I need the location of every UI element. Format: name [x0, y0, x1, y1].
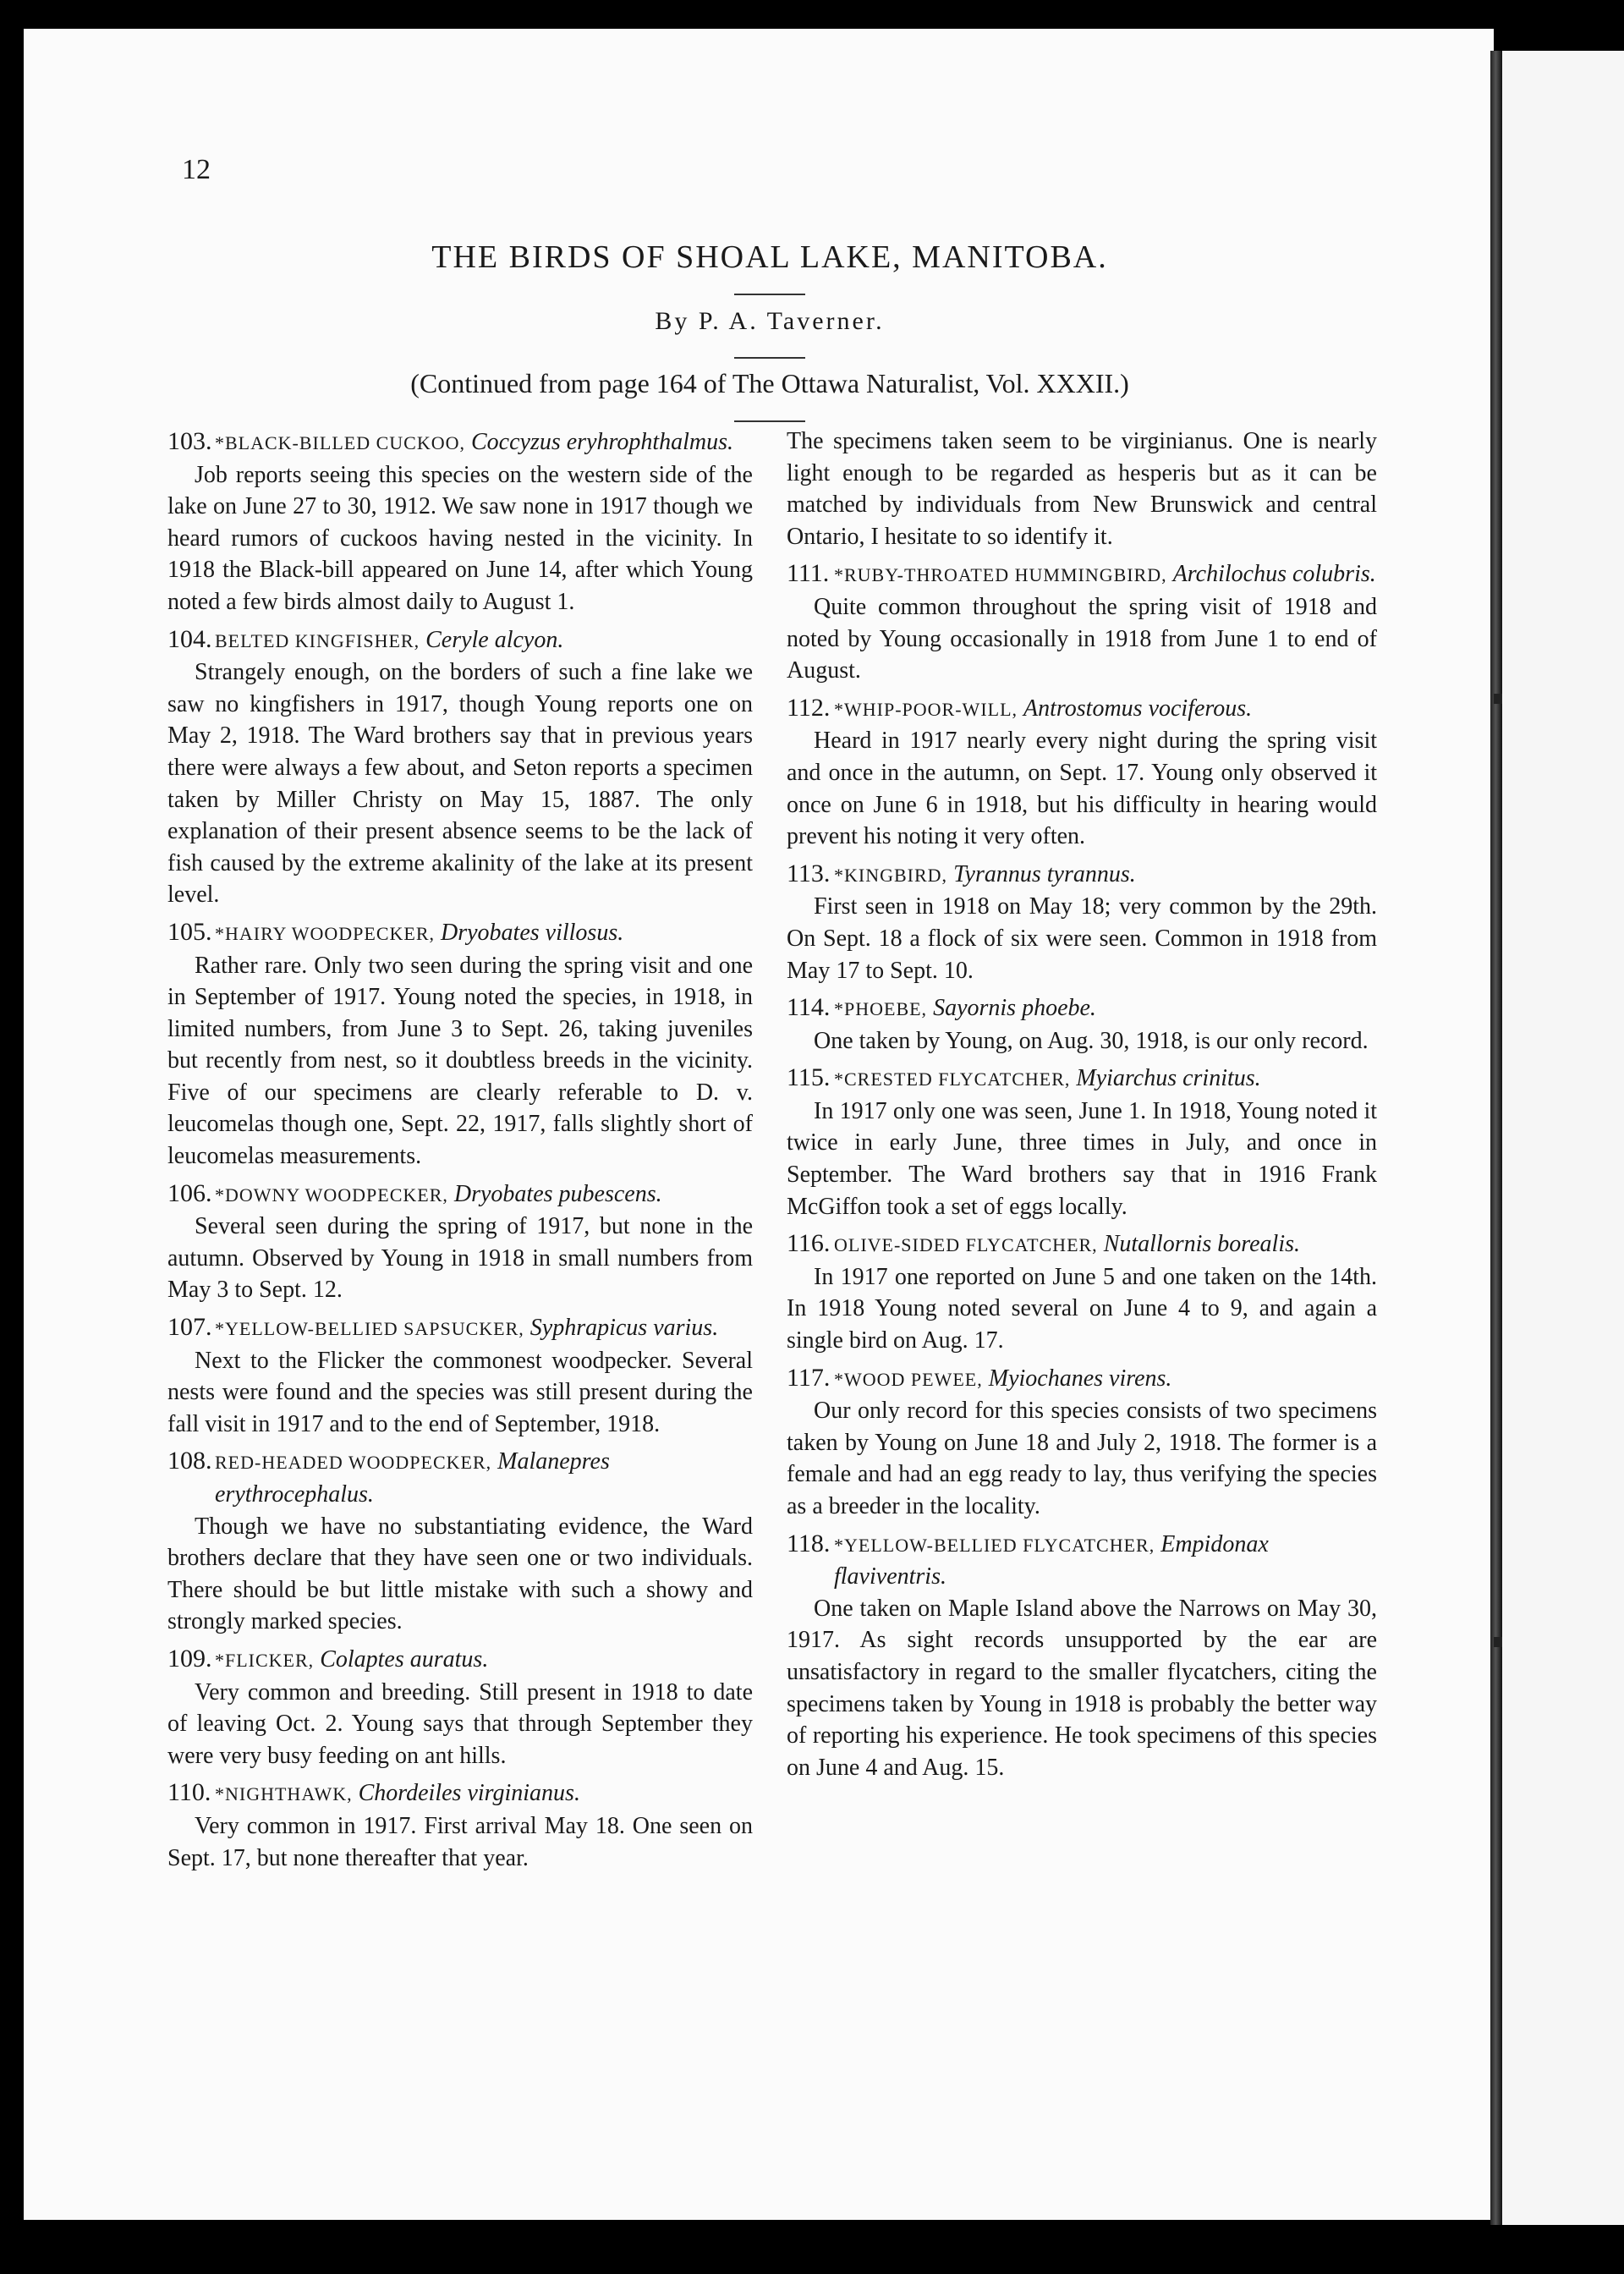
title-rule [734, 294, 805, 295]
species-heading [787, 1528, 1377, 1593]
species-heading [167, 623, 753, 657]
species-number: 108. [167, 1447, 212, 1475]
byline: By P. A. Taverner. [655, 307, 885, 335]
species-common-name: *PHOEBE, [834, 998, 928, 1020]
species-heading [167, 916, 753, 950]
species-scientific-name: Empidonax flaviventris. [834, 1530, 1269, 1590]
species-number: 111. [787, 559, 830, 588]
species-scientific-name: Dryobates villosus. [441, 919, 624, 946]
continuation-note: (Continued from page 164 of The Ottawa Naturalist, Vol. XXXII.) [410, 368, 1129, 398]
species-number: 110. [167, 1778, 211, 1807]
species-scientific-name: Malanepres erythrocephalus. [215, 1448, 610, 1508]
species-common-name: *CRESTED FLYCATCHER, [834, 1068, 1071, 1090]
species-account: Rather rare. Only two seen during the spring visit and one in September of 1917. Young noted the species, in 1918, in limited numbers, from June 3 to Sept. 26, taking juveniles but recently from nest, so it doubtless breeds in the vicinity. Five of our specimens are clearly referable to D. v. leucomelas though one, Sept. 22, 1917, falls slightly short of leucomelas measurements. [167, 952, 753, 1170]
species-account: Our only record for this species consists of two specimens taken by Young on June 18 and July 2, 1918. The former is a female and had an egg ready to lay, thus verifying the species as a breeder in the locality. [787, 1398, 1377, 1519]
species-number: 109. [167, 1644, 212, 1673]
species-scientific-name: Chordeiles virginianus. [358, 1780, 580, 1807]
header-rule [734, 420, 805, 422]
species-account: In 1917 one reported on June 5 and one taken on the 14th. In 1918 Young noted several on June 4 to 9, and again a single bird on Aug. 17. [787, 1263, 1377, 1354]
species-scientific-name: Antrostomus vociferous. [1023, 695, 1253, 722]
species-number: 103. [167, 427, 212, 455]
species-heading [787, 558, 1377, 591]
species-account: Next to the Flicker the commonest woodpecker. Several nests were found and the species was still present during the fall visit in 1917 and to the end of September, 1918. [167, 1347, 753, 1437]
page-number: 12 [182, 154, 211, 185]
species-account: Very common in 1917. First arrival May 18. One seen on Sept. 17, but none thereafter that year. [167, 1812, 753, 1871]
species-common-name: *WHIP-POOR-WILL, [834, 698, 1018, 720]
species-scientific-name: Myiochanes virens. [988, 1365, 1172, 1392]
species-common-name: OLIVE-SIDED FLYCATCHER, [834, 1234, 1098, 1256]
species-number: 116. [787, 1229, 831, 1258]
species-number: 105. [167, 917, 212, 946]
species-scientific-name: Sayornis phoebe. [933, 995, 1096, 1022]
continued-paragraph: The specimens taken seem to be virginianus. One is nearly light enough to be regarded as hesperis but as it can be matched by individuals from New Brunswick and central Ontario, I hesitate to so identify it. [787, 428, 1377, 550]
species-scientific-name: Archilochus colubris. [1172, 561, 1376, 588]
species-account: Job reports seeing this species on the western side of the lake on June 27 to 30, 1912. We saw none in 1917 though we heard rumors of cuckoos having nested in the vicinity. In 1918 the Black-bill appeared on June 14, after which Young noted a few birds almost daily to August 1. [167, 461, 753, 615]
species-number: 114. [787, 993, 831, 1022]
species-heading [787, 1062, 1377, 1096]
species-account: In 1917 only one was seen, June 1. In 1918, Young noted it twice in early June, three times in July, and once in September. The Ward brothers say that in 1916 Frank McGiffon took a set of eggs locally. [787, 1097, 1377, 1220]
species-number: 113. [787, 859, 831, 887]
species-account: Heard in 1917 nearly every night during the spring visit and once in the autumn, on Sept. 17. Young only observed it once on June 6 in 1918, but his difficulty in hearing would prevent his noting it very often. [787, 728, 1377, 850]
species-scientific-name: Coccyzus eryhrophthalmus. [471, 429, 734, 455]
species-number: 107. [167, 1313, 212, 1342]
species-common-name: *WOOD PEWEE, [834, 1368, 983, 1390]
species-account: First seen in 1918 on May 18; very common by the 29th. On Sept. 18 a flock of six were seen. Common in 1918 from May 17 to Sept. 10. [787, 893, 1377, 984]
species-number: 104. [167, 624, 212, 653]
byline-rule [734, 357, 805, 359]
species-scientific-name: Tyrannus tyrannus. [953, 860, 1136, 887]
edge-mark [1494, 694, 1502, 704]
species-heading [167, 1178, 753, 1211]
species-scientific-name: Dryobates pubescens. [453, 1180, 662, 1207]
species-scientific-name: Ceryle alcyon. [425, 626, 564, 653]
species-account: One taken on Maple Island above the Narrows on May 30, 1917. As sight records unsupported by the ear are unsatisfactory in regard to the smaller flycatchers, citing the specimens taken by Young in 1918 is probably the better way of reporting his experience. He took specimens of this species on June 4 and Aug. 15. [787, 1595, 1377, 1781]
right-column [787, 426, 1377, 1788]
edge-mark [1494, 1637, 1502, 1647]
species-common-name: RED-HEADED WOODPECKER, [215, 1452, 492, 1474]
species-common-name: *KINGBIRD, [834, 864, 948, 886]
species-common-name: *YELLOW-BELLIED SAPSUCKER, [215, 1318, 524, 1340]
species-account: Very common and breeding. Still present in 1918 to date of leaving Oct. 2. Young says that through September they were very busy feeding on ant hills. [167, 1678, 753, 1769]
species-account: One taken by Young, on Aug. 30, 1918, is our only record. [814, 1027, 1369, 1054]
entry-spacer [787, 1783, 1377, 1788]
species-common-name: *RUBY-THROATED HUMMINGBIRD, [834, 564, 1167, 586]
species-common-name: *DOWNY WOODPECKER, [215, 1184, 448, 1206]
species-account: Several seen during the spring of 1917, but none in the autumn. Observed by Young in 1918 in small numbers from May 3 to Sept. 12. [167, 1213, 753, 1304]
species-heading [167, 1311, 753, 1345]
species-common-name: *YELLOW-BELLIED FLYCATCHER, [834, 1534, 1155, 1556]
species-heading [167, 1445, 753, 1510]
species-heading [787, 1228, 1377, 1261]
species-number: 106. [167, 1178, 212, 1207]
species-common-name: BELTED KINGFISHER, [215, 629, 420, 651]
species-scientific-name: Colaptes auratus. [320, 1645, 489, 1673]
species-account: Quite common throughout the spring visit of 1918 and noted by Young occasionally in 1918 from June 1 to end of August. [787, 593, 1377, 684]
species-account: Though we have no substantiating evidence, the Ward brothers declare that they have seen one or two individuals. There should be but little mistake with such a showy and strongly marked species. [167, 1513, 753, 1635]
entry-spacer [167, 1874, 753, 1879]
species-heading [167, 1643, 753, 1677]
species-common-name: *NIGHTHAWK, [215, 1783, 353, 1805]
species-number: 117. [787, 1363, 831, 1392]
species-heading [787, 1362, 1377, 1396]
species-scientific-name: Nutallornis borealis. [1103, 1231, 1301, 1258]
species-heading [787, 991, 1377, 1025]
species-number: 112. [787, 693, 831, 722]
species-heading [167, 426, 753, 459]
species-common-name: *BLACK-BILLED CUCKOO, [215, 432, 465, 453]
species-common-name: *HAIRY WOODPECKER, [215, 922, 436, 944]
article-title: THE BIRDS OF SHOAL LAKE, MANITOBA. [431, 239, 1108, 275]
species-number: 115. [787, 1063, 831, 1092]
species-heading [787, 858, 1377, 892]
species-scientific-name: Syphrapicus varius. [529, 1315, 719, 1342]
species-number: 118. [787, 1529, 831, 1557]
left-column [167, 426, 753, 1879]
species-scientific-name: Myiarchus crinitus. [1076, 1065, 1261, 1092]
species-heading [787, 692, 1377, 726]
species-heading [167, 1777, 753, 1810]
species-account: Strangely enough, on the borders of such a fine lake we saw no kingfishers in 1917, though Young reports one on May 2, 1918. The Ward brothers say that in previous years there were always a few about, and Seton reports a specimen taken by Miller Christy on May 15, 1887. The only explanation of their present absence seems to be the lack of fish caused by the extreme akalinity of the lake at its present level. [167, 659, 753, 909]
species-common-name: *FLICKER, [215, 1649, 315, 1671]
